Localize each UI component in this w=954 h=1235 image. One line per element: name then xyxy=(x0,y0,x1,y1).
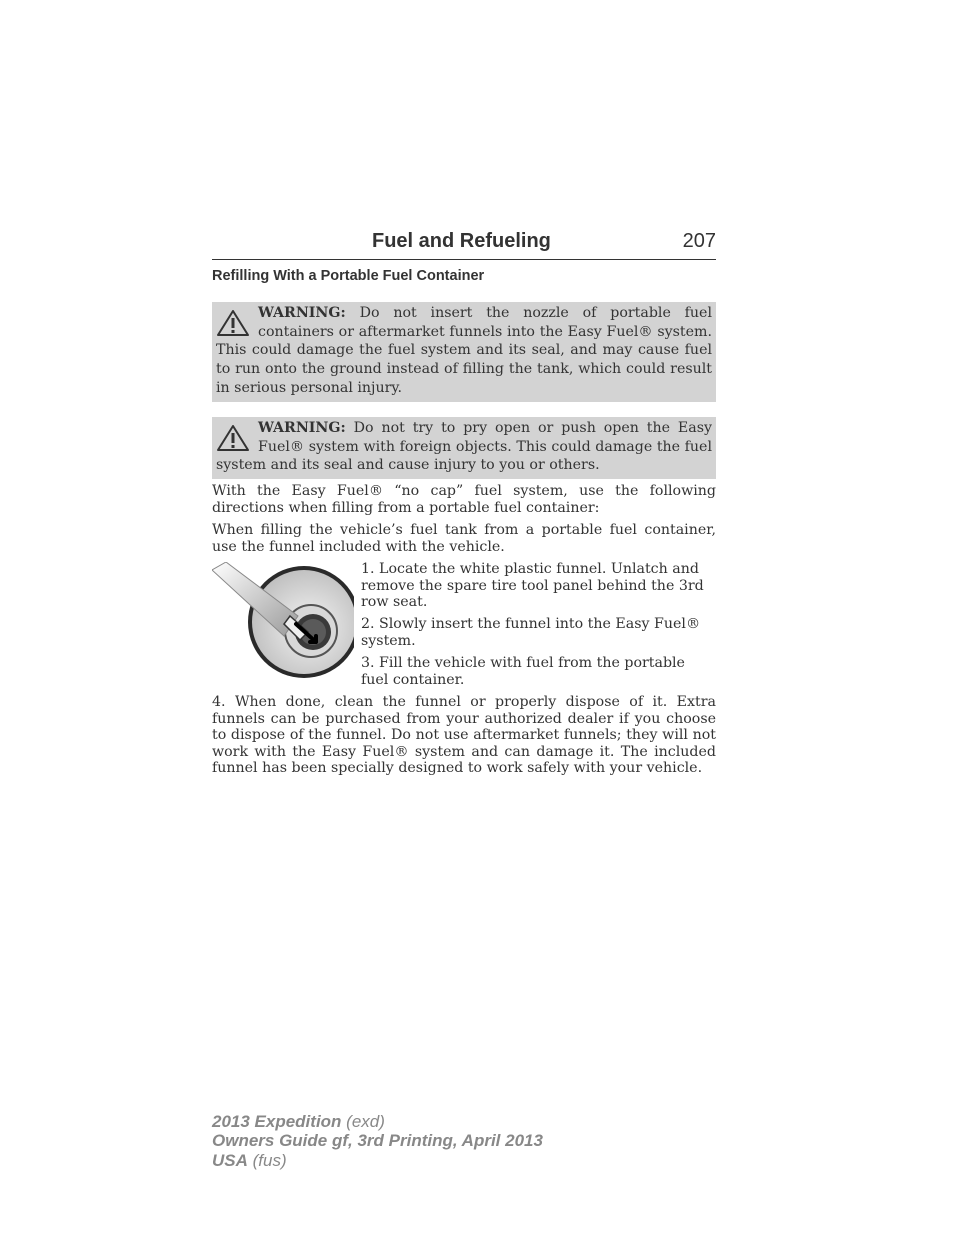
paragraph: When filling the vehicle’s fuel tank from a portable fuel container, use the funnel included with the vehicle. xyxy=(212,522,716,555)
page-header xyxy=(212,229,716,260)
footer-line xyxy=(212,1131,543,1150)
subheading: Refilling With a Portable Fuel Container xyxy=(212,268,485,284)
footer-market-code: (fus) xyxy=(252,1150,287,1170)
footer-market: USA xyxy=(212,1150,248,1170)
footer-model-code: (exd) xyxy=(346,1112,385,1131)
footer-model: 2013 Expedition xyxy=(212,1112,342,1131)
footer-line xyxy=(212,1112,543,1131)
section-title: Fuel and Refueling xyxy=(372,230,551,252)
footer-edition: Owners Guide gf, 3rd Printing, April 2013 xyxy=(212,1131,543,1151)
warning-text: Do not insert the nozzle of portable fuel containers or aftermarket funnels into the Easy Fuel® system. This could damage the fuel system and its seal, and may cause fuel to run onto the ground instead of filling the tank, which could result in serious personal injury. xyxy=(216,305,712,396)
footer xyxy=(212,1112,543,1170)
step-item: 4. When done, clean the funnel or properly dispose of it. Extra funnels can be purchased from your authorized dealer if you choose to dispose of the funnel. Do not use aftermarket funnels; they will not work with the Easy Fuel® system and can damage it. The included funnel has been specially designed to work safely with your vehicle. xyxy=(212,694,716,776)
warning-triangle-icon xyxy=(216,309,250,337)
warning-label: WARNING: xyxy=(258,420,346,436)
funnel-insertion-illustration xyxy=(212,562,354,680)
footer-line xyxy=(212,1151,543,1170)
step-item: 1. Locate the white plastic funnel. Unlatch and remove the spare tire tool panel behind the 3rd row seat. xyxy=(361,561,704,610)
warning-text: Do not try to pry open or push open the Easy Fuel® system with foreign objects. This could damage the fuel system and its seal and cause injury to you or others. xyxy=(216,420,712,474)
paragraph: With the Easy Fuel® “no cap” fuel system, use the following directions when filling from a portable fuel container: xyxy=(212,483,716,516)
step-item: 3. Fill the vehicle with fuel from the portable fuel container. xyxy=(361,655,685,688)
page-number: 207 xyxy=(682,230,716,252)
warning-label: WARNING: xyxy=(258,305,346,321)
step-item: 2. Slowly insert the funnel into the Easy Fuel® system. xyxy=(361,616,701,649)
warning-triangle-icon xyxy=(216,424,250,452)
warning-box xyxy=(212,302,716,402)
warning-box xyxy=(212,417,716,479)
